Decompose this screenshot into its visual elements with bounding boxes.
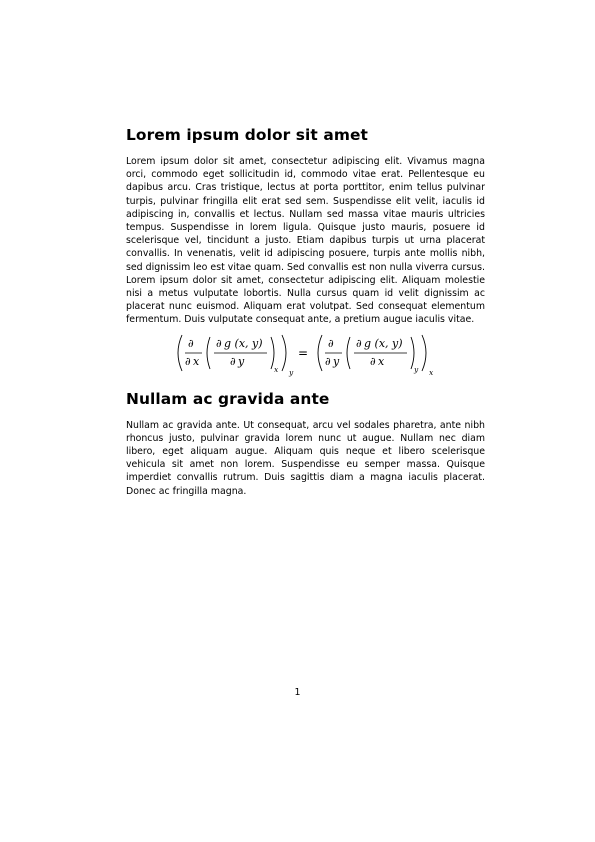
eq-subscript: y	[289, 367, 294, 377]
eq-partial: ∂	[356, 336, 362, 350]
eq-partial: ∂	[328, 336, 334, 350]
equation-graphic	[126, 330, 485, 380]
eq-function: g (x, y)	[364, 336, 403, 350]
eq-partial: ∂	[188, 336, 194, 350]
section-paragraph: Nullam ac gravida ante. Ut consequat, arcu vel sodales pharetra, ante nibh rhoncus justo, pulvinar gravida lorem nunc ut augue. Nullam nec diam libero, eget aliquam augue. Aliquam quis neque et libero scelerisque vehicula sit amet non lorem. Suspendisse eu semper massa. Quisque imperdiet convallis rutrum. Duis sagittis diam a magna iaculis placerat. Donec ac fringilla magna.	[126, 419, 485, 497]
eq-partial: ∂	[185, 354, 191, 368]
eq-variable: y	[333, 354, 340, 368]
eq-subscript: x	[274, 364, 279, 374]
eq-equals: =	[298, 345, 309, 360]
section-heading: Nullam ac gravida ante	[126, 389, 330, 408]
section-paragraph: Lorem ipsum dolor sit amet, consectetur adipiscing elit. Vivamus magna orci, commodo eget sollicitudin id, commodo vitae erat. Pellentesque eu dapibus arcu. Cras tristique, lectus at porta porttitor, enim tellus pulvinar turpis, pulvinar fringilla elit erat sed sem. Suspendisse elit velit, iaculis id adipiscing in, convallis et lectus. Nullam sed massa vitae mauris ultricies tempus. Suspendisse in lorem ligula. Quisque justo mauris, posuere id scelerisque vel, tincidunt a justo. Etiam dapibus turpis ut urna placerat convallis. In venenatis, velit id adipiscing posuere, turpis ante mollis nibh, sed dignissim leo est vitae quam. Sed convallis est non nulla viverra cursus. Lorem ipsum dolor sit amet, consectetur adipiscing elit. Aliquam molestie nisi a metus vulputate lobortis. Nulla cursus quam id velit dignissim ac placerat nunc euismod. Aliquam erat volutpat. Sed consequat elementum fermentum. Duis vulputate consequat ante, a pretium augue iaculis vitae.	[126, 156, 485, 326]
eq-variable: x	[193, 354, 200, 368]
eq-partial: ∂	[230, 354, 236, 368]
section-heading: Lorem ipsum dolor sit amet	[126, 126, 368, 144]
eq-partial: ∂	[325, 354, 331, 368]
eq-subscript: x	[429, 367, 434, 377]
eq-function: g (x, y)	[224, 336, 263, 350]
eq-subscript: y	[414, 364, 419, 374]
eq-partial: ∂	[216, 336, 222, 350]
eq-partial: ∂	[370, 354, 376, 368]
display-equation	[126, 330, 485, 380]
page-number: 1	[294, 687, 301, 698]
text-column	[126, 125, 485, 498]
eq-variable: y	[238, 354, 245, 368]
eq-variable: x	[378, 354, 385, 368]
